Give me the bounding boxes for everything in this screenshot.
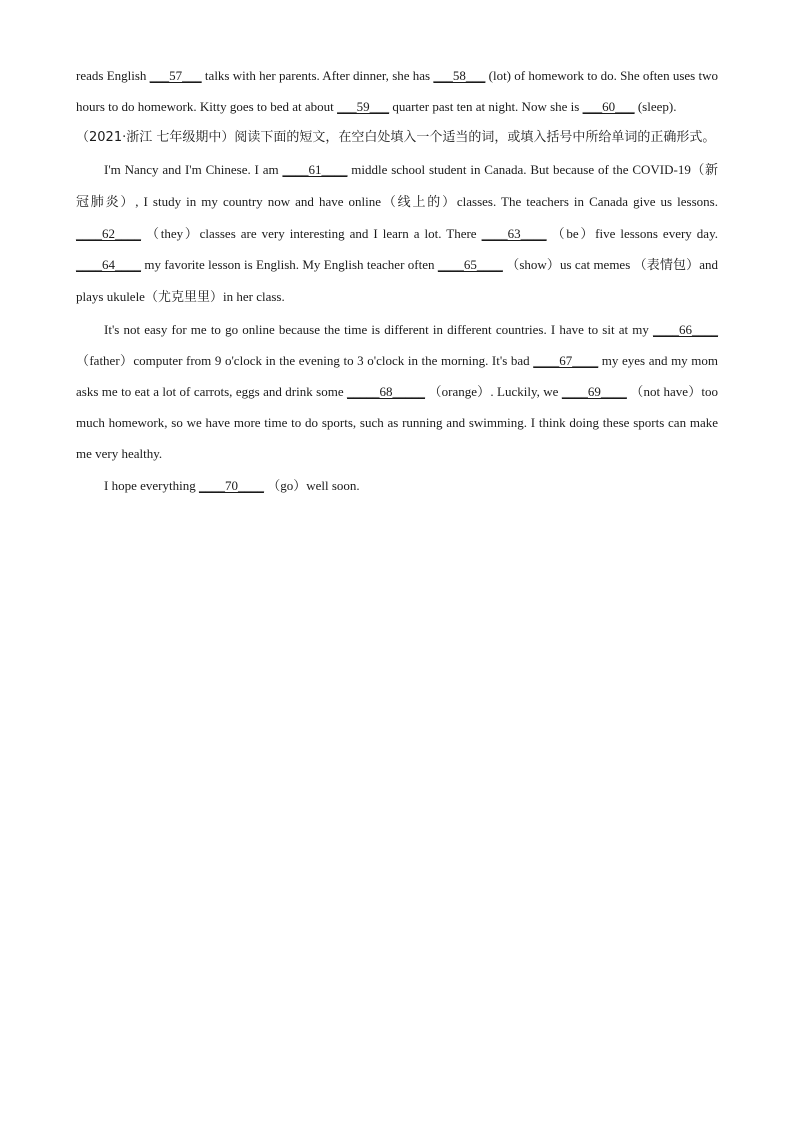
blank-60: ___60___	[582, 99, 635, 115]
blank-69: ____69____	[561, 384, 627, 400]
passage-paragraph-1	[76, 154, 718, 314]
chinese-note: （表情包）	[633, 258, 700, 274]
blank-64: ____64____	[76, 257, 141, 273]
text-segment: my favorite lesson is English. My English teacher often	[141, 257, 438, 273]
text-segment: I'm Nancy and I'm Chinese. I am	[104, 161, 283, 177]
text-segment: （orange）. Luckily, we	[425, 384, 562, 400]
passage-continuation	[76, 60, 718, 122]
chinese-note: （尤克里里）	[144, 290, 223, 306]
blank-57: ___57___	[149, 68, 202, 83]
text-segment: middle school student in Canada. But because of the COVID-19	[347, 161, 691, 177]
chinese-note: （线上的）	[381, 194, 457, 210]
text-segment: classes. The teachers in Canada give us lessons.	[456, 193, 718, 209]
passage-paragraph-2	[76, 314, 718, 470]
blank-68: _____68_____	[347, 384, 426, 400]
document-page	[76, 60, 718, 501]
text-segment: my eyes and my mom asks me to eat a lot of carrots, eggs and drink some	[76, 352, 718, 400]
text-segment: （go）well soon.	[263, 477, 360, 493]
blank-62: ____62____	[76, 226, 141, 242]
text-segment: (lot) of homework to do. She often uses two hours to do homework. Kitty goes to bed at about	[76, 68, 718, 115]
text-segment: （not have）too much homework, so we have more time to do sports, such as running and swimming. I think doing these sports can make me very healthy.	[76, 384, 718, 462]
blank-58: ___58___	[433, 68, 486, 83]
text-segment: （show）us cat memes	[502, 257, 634, 273]
text-segment: （they）classes are very interesting and I learn a lot. There	[141, 226, 482, 242]
blank-66: ____66____	[653, 321, 718, 337]
blank-61: ____61____	[282, 161, 348, 177]
text-segment: （father）computer from 9 o'clock in the evening to 3 o'clock in the morning. It's bad	[76, 352, 534, 368]
exercise-instructions: （2021·浙江 七年级期中）阅读下面的短文，在空白处填入一个适当的词，或填入括号中所给单词的正确形式。	[76, 130, 716, 146]
text-segment: , I study in my country now and have online	[135, 193, 382, 209]
text-segment: in her class.	[222, 289, 285, 305]
blank-59: ___59___	[337, 99, 390, 115]
passage-paragraph-3	[76, 470, 718, 501]
text-segment: reads English	[76, 68, 150, 83]
blank-63: ____63____	[481, 226, 547, 242]
text-segment: I hope everything	[104, 477, 199, 493]
chinese-note: （新冠肺炎）	[76, 162, 718, 210]
blank-65: ____65____	[437, 257, 503, 273]
text-segment: It's not easy for me to go online because the time is different in different countries. I have to sit at my	[104, 321, 653, 337]
text-segment: (sleep).	[634, 99, 677, 115]
text-segment: and plays ukulele	[76, 257, 718, 305]
text-segment: quarter past ten at night. Now she is	[389, 99, 583, 115]
blank-67: ____67____	[533, 352, 599, 368]
text-segment: （be）five lessons every day.	[546, 226, 718, 242]
text-segment: talks with her parents. After dinner, she has	[201, 68, 434, 83]
blank-70: ____70____	[198, 477, 264, 493]
